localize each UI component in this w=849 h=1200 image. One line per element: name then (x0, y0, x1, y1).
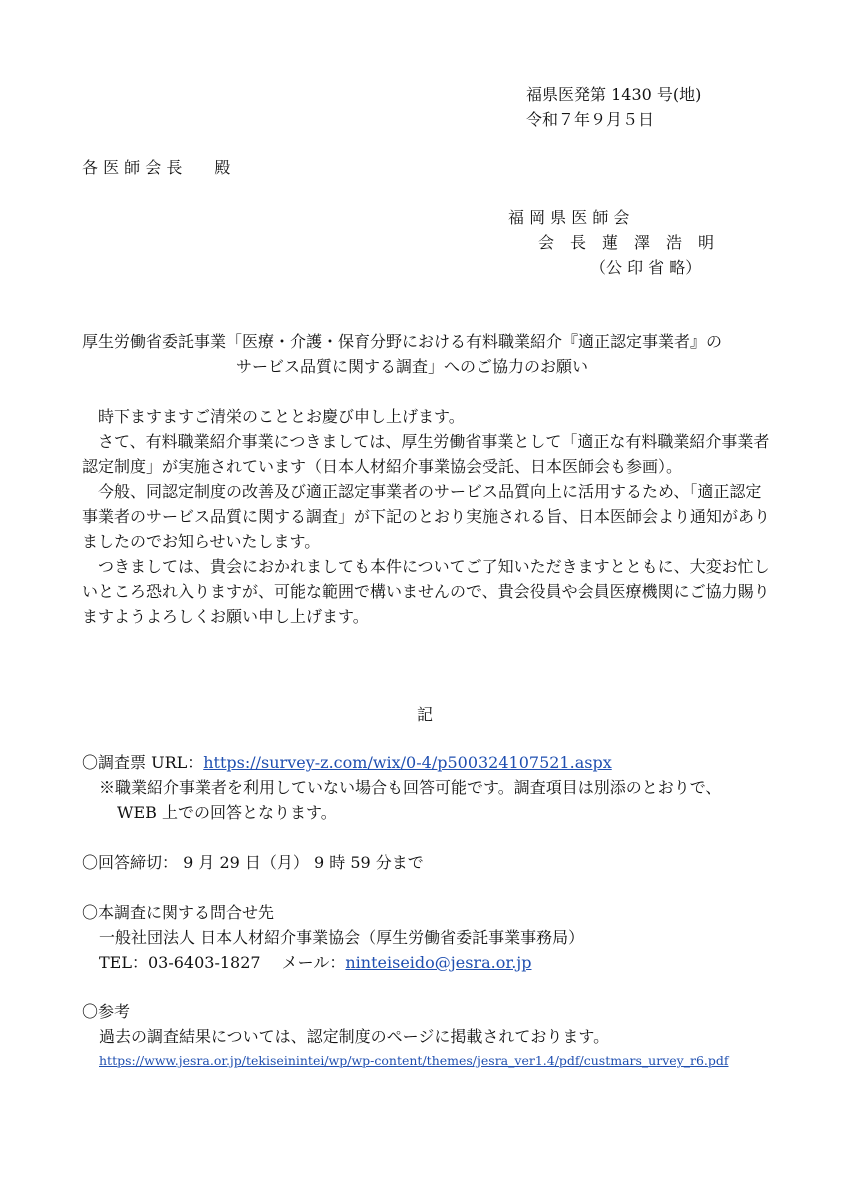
survey-url-link[interactable]: https://survey-z.com/wix/0-4/p500324107521.aspx (203, 753, 612, 772)
document-number: 福県医発第 1430 号(地) (526, 85, 702, 104)
contact-tel-label: TEL：03-6403-1827 メール： (99, 953, 346, 972)
contact-heading: 〇本調査に関する問合せ先 (82, 903, 275, 922)
reference-url-row (99, 1053, 729, 1068)
reference-heading: 〇参考 (82, 1002, 131, 1021)
recipient: 各 医 師 会 長 殿 (82, 158, 231, 177)
response-deadline: 〇回答締切： 9 月 29 日（月） 9 時 59 分まで (82, 853, 424, 872)
sender-organization: 福 岡 県 医 師 会 (508, 208, 630, 227)
document-title-line1: 厚生労働省委託事業「医療・介護・保育分野における有料職業紹介『適正認定事業者』の (82, 332, 723, 351)
request-paragraph: つきましては、貴会におかれましても本件についてご了知いただきますとともに、大変お忙しいところ恐れ入りますが、可能な範囲で構いませんので、貴会役員や会員医療機関にご協力賜りますようよろしくお願い申し上げます。 (82, 557, 770, 626)
survey-url-row (82, 753, 612, 772)
seal-omitted-note: （公 印 省 略） (590, 258, 702, 277)
greeting-paragraph: 時下ますますご清栄のこととお慶び申し上げます。 (98, 407, 465, 426)
reference-url-link[interactable]: https://www.jesra.or.jp/tekiseinintei/wp/wp-content/themes/jesra_ver1.4/pdf/custmars_urvey_r6.pdf (99, 1053, 729, 1068)
reference-text: 過去の調査結果については、認定制度のページに掲載されております。 (99, 1027, 610, 1046)
notice-paragraph: 今般、同認定制度の改善及び適正認定事業者のサービス品質向上に活用するため、「適正認定事業者のサービス品質に関する調査」が下記のとおり実施される旨、日本医師会より通知がありましたのでお知らせいたします。 (82, 482, 771, 551)
body-text (82, 404, 772, 629)
contact-email-link[interactable]: ninteiseido@jesra.or.jp (345, 953, 532, 972)
contact-tel-email-row (99, 953, 532, 972)
ki-heading: 記 (417, 705, 434, 724)
document-date: 令和７年９月５日 (526, 110, 655, 129)
survey-note-line1: ※職業紹介事業者を利用していない場合も回答可能です。調査項目は別添のとおりで、 (99, 778, 722, 797)
sender-president: 会 長 蓮 澤 浩 明 (538, 233, 715, 252)
survey-note-line2: WEB 上での回答となります。 (117, 803, 337, 822)
background-paragraph: さて、有料職業紹介事業につきましては、厚生労働省事業として「適正な有料職業紹介事業者認定制度」が実施されています（日本人材紹介事業協会受託、日本医師会も参画）。 (82, 432, 770, 476)
survey-url-label: 〇調査票 URL： (82, 753, 204, 772)
document-title-line2: サービス品質に関する調査」へのご協力のお願い (236, 357, 589, 376)
contact-organization: 一般社団法人 日本人材紹介事業協会（厚生労働省委託事業事務局） (99, 928, 585, 947)
